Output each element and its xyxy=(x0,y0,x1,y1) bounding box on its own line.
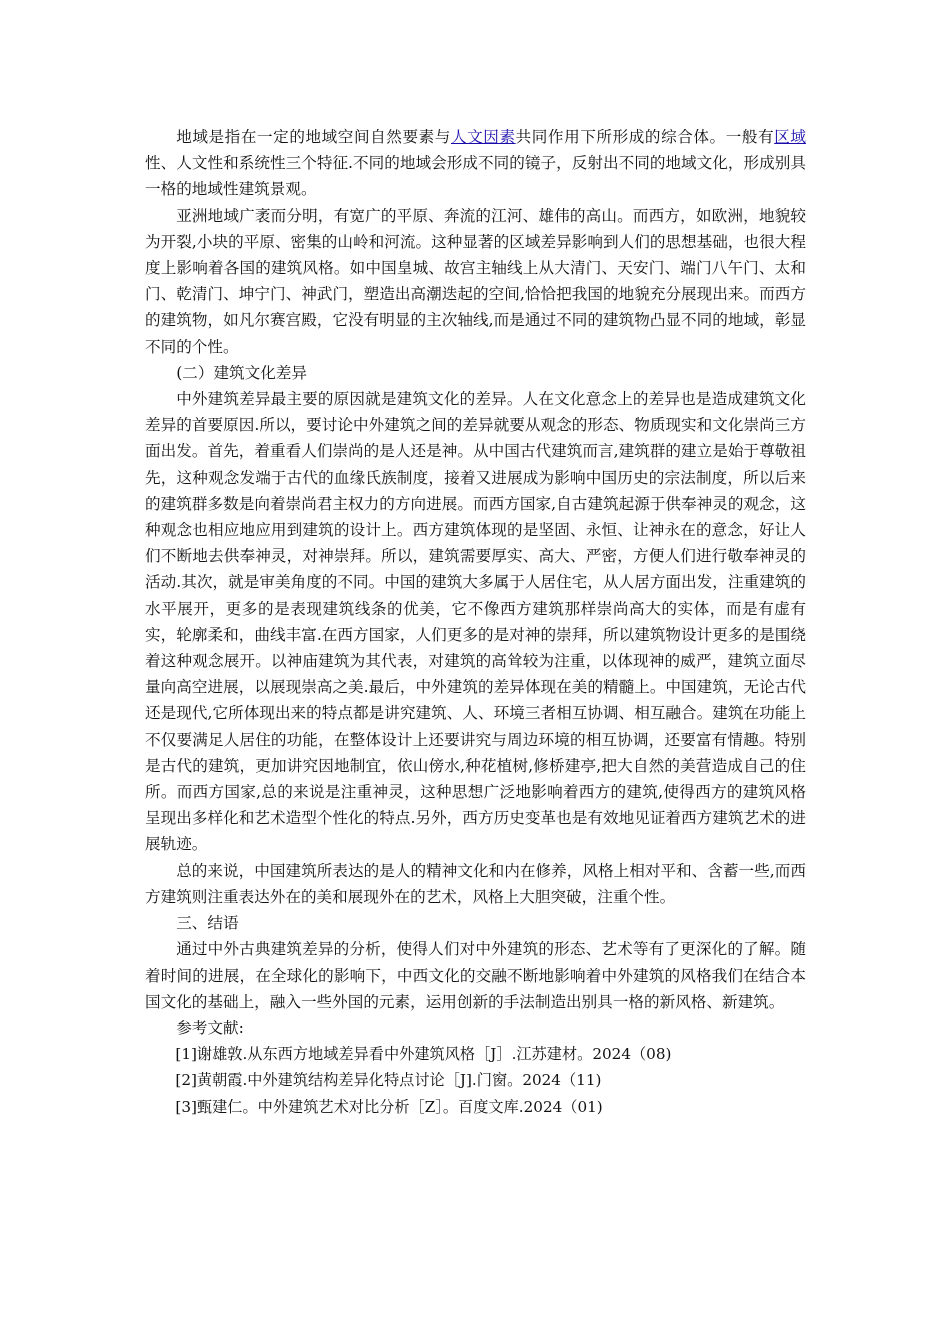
paragraph-regional-definition xyxy=(145,124,806,203)
link-humanistic-factors[interactable]: 人文因素 xyxy=(450,128,516,146)
references-title: 参考文献: xyxy=(176,1018,244,1037)
paragraph-summary: 总的来说，中国建筑所表达的是人的精神文化和内在修养，风格上相对平和、含蓄一些,而西方建筑则注重表达外在的美和展现外在的艺术，风格上大胆突破，注重个性。 xyxy=(145,861,806,906)
paragraph-architecture-culture: 中外建筑差异最主要的原因就是建筑文化的差异。人在文化意念上的差异也是造成建筑文化差异的首要原因.所以，要讨论中外建筑之间的差异就要从观念的形态、物质现实和文化崇尚三方面出发。首先，着重看人们崇尚的是人还是神。从中国古代建筑而言,建筑群的建立是始于尊敬祖先，这种观念发端于古代的血缘氏族制度，接着又进展成为影响中国历史的宗法制度，所以后来的建筑群多数是向着崇尚君主权力的方向进展。而西方国家,自古建筑起源于供奉神灵的观念，这种观念也相应地应用到建筑的设计上。西方建筑体现的是坚固、永恒、让神永在的意念，好让人们不断地去供奉神灵，对神崇拜。所以，建筑需要厚实、高大、严密，方便人们进行敬奉神灵的活动.其次，就是审美角度的不同。中国的建筑大多属于人居住宅，从人居方面出发，注重建筑的水平展开，更多的是表现建筑线条的优美，它不像西方建筑那样崇尚高大的实体，而是有虚有实，轮廓柔和，曲线丰富.在西方国家，人们更多的是对神的崇拜，所以建筑物设计更多的是围绕着这种观念展开。以神庙建筑为其代表，对建筑的高耸较为注重，以体现神的威严，建筑立面尽量向高空进展，以展现崇高之美.最后，中外建筑的差异体现在美的精髓上。中国建筑，无论古代还是现代,它所体现出来的特点都是讲究建筑、人、环境三者相互协调、相互融合。建筑在功能上不仅要满足人居住的功能，在整体设计上还要讲究与周边环境的相互协调，还要富有情趣。特别是古代的建筑，更加讲究因地制宜，依山傍水,种花植树,修桥建亭,把大自然的美营造成自己的住所。而西方国家,总的来说是注重神灵，这种思想广泛地影响着西方的建筑,使得西方的建筑风格呈现出多样化和艺术造型个性化的特点.另外，西方历史变革也是有效地见证着西方建筑艺术的进展轨迹。 xyxy=(145,390,806,854)
section-heading-conclusion: 三、结语 xyxy=(176,914,239,933)
paragraph-conclusion: 通过中外古典建筑差异的分析，使得人们对中外建筑的形态、艺术等有了更深化的了解。随着时间的进展，在全球化的影响下，中西文化的交融不断地影响着中外建筑的风格我们在结合本国文化的基础上，融入一些外国的元素，运用创新的手法制造出别具一格的新风格、新建筑。 xyxy=(145,940,806,1011)
reference-item: [2]黄朝霞.中外建筑结构差异化特点讨论［J].门窗。2024（11) xyxy=(175,1071,602,1090)
paragraph-asia-west-geography: 亚洲地域广袤而分明，有宽广的平原、奔流的江河、雄伟的高山。而西方，如欧洲，地貌较为开裂,小块的平原、密集的山岭和河流。这种显著的区域差异影响到人们的思想基础，也很大程度上影响着各国的建筑风格。如中国皇城、故宫主轴线上从大清门、天安门、端门八午门、太和门、乾清门、坤宁门、神武门，塑造出高潮迭起的空间,恰恰把我国的地貌充分展现出来。而西方的建筑物，如凡尔赛宫殿，它没有明显的主次轴线,而是通过不同的建筑物凸显不同的地域，彰显不同的个性。 xyxy=(145,206,806,356)
paragraph-text: 地域是指在一定的地域空间自然要素与 xyxy=(176,128,451,146)
paragraph-text: 共同作用下所形成的综合体。一般有 xyxy=(515,128,775,146)
document-page xyxy=(145,124,806,1120)
link-region[interactable]: 区域 xyxy=(774,128,806,146)
reference-item: [1]谢雄敦.从东西方地域差异看中外建筑风格［J］.江苏建材。2024（08) xyxy=(175,1045,672,1064)
reference-item: [3]甄建仁。中外建筑艺术对比分析［Z］。百度文库.2024（01) xyxy=(175,1097,603,1116)
paragraph-text: 性、人文性和系统性三个特征.不同的地域会形成不同的镜子，反射出不同的地域文化，形成别具一格的地域性建筑景观。 xyxy=(145,154,806,199)
section-heading-culture-difference: (二）建筑文化差异 xyxy=(176,363,308,382)
